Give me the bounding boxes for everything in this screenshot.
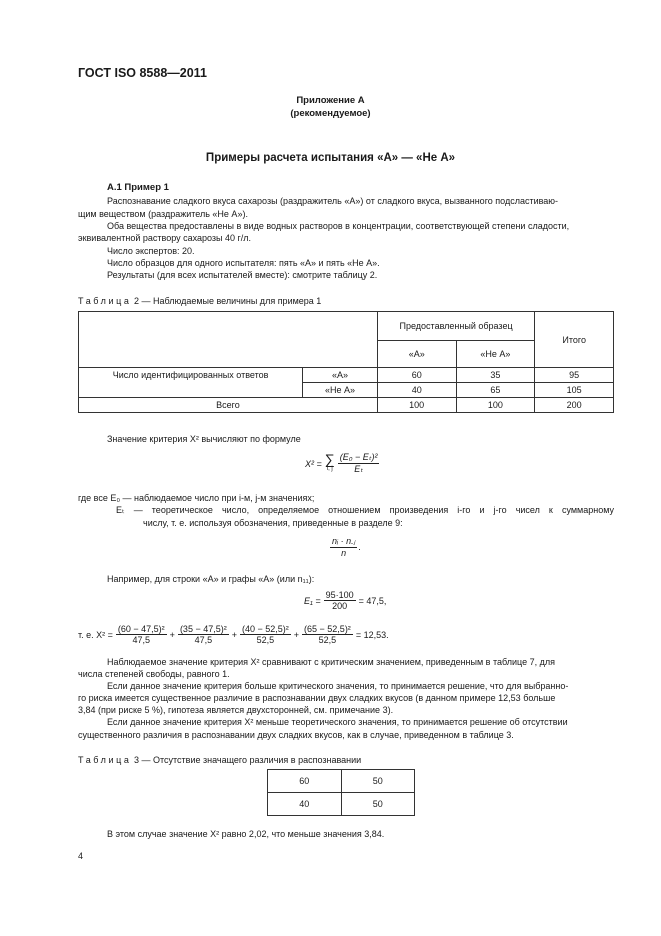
table-cell: 60	[377, 368, 456, 383]
table-cell: 50	[341, 770, 415, 793]
intro-line: Число экспертов: 20.	[107, 246, 195, 256]
table2-caption: Таблица 2 — Наблюдаемые величины для примера 1	[78, 296, 322, 306]
table-cell: «А»	[303, 368, 378, 383]
expected-value-formula: E₁ = $\frac{95\cdot 100}{200}$ = 47,5,	[304, 590, 387, 611]
intro-line: эквивалентной раствору сахарозы 40 г/л.	[78, 233, 252, 243]
table-row	[268, 793, 415, 816]
table-3	[267, 769, 415, 816]
appendix-subtitle: (рекомендуемое)	[290, 108, 371, 119]
table-header-cell: «Не А»	[456, 341, 535, 368]
section-heading: А.1 Пример 1	[107, 182, 169, 193]
table-cell: 105	[535, 383, 614, 398]
chi-square-formula: X² = ∑ i, j $\frac{\text{(E₀ − Eₜ)²}}{\text{Eₜ}}$	[305, 450, 378, 474]
table-2	[78, 311, 614, 413]
table-row	[79, 398, 614, 413]
intro-line: Число образцов для одного испытателя: пять «А» и пять «Не А».	[107, 258, 380, 268]
example-intro: Например, для строки «А» и графы «А» (или n₁₁):	[107, 574, 315, 584]
conclusion-line: Если данное значение критерия больше критического значения, то принимается решение, что для выбранно-	[107, 681, 569, 691]
table-cell: Всего	[79, 398, 378, 413]
conclusion-line: существенного различия в распознавании двух сладких вкусов, как в случае, приведенном в таблице 3.	[78, 730, 514, 740]
conclusion-line: числа степеней свободы, равного 1.	[78, 669, 230, 679]
conclusion-line: Если данное значение критерия X² меньше теоретического значения, то принимается решение об отсутствии	[107, 717, 568, 727]
table-header-cell: Предоставленный образец	[377, 312, 534, 341]
final-statement: В этом случае значение X² равно 2,02, что меньше значения 3,84.	[107, 829, 385, 839]
where-line: числу, т. е. используя обозначения, приведенные в разделе 9:	[143, 518, 403, 528]
table-header-cell: «А»	[377, 341, 456, 368]
table-cell: «Не А»	[303, 383, 378, 398]
where-line: где все E₀ — наблюдаемое число при i-м, j-м значениях;	[78, 493, 315, 503]
conclusion-line: Наблюдаемое значение критерия X² сравнивают с критическим значением, приведенным в таблице 7, для	[107, 657, 555, 667]
ratio-formula: $\frac{\text{nᵢ · n.ⱼ}}{n}$ .	[332, 536, 361, 558]
table-cell: 35	[456, 368, 535, 383]
intro-line: Результаты (для всех испытателей вместе): смотрите таблицу 2.	[107, 270, 378, 280]
appendix-title: Приложение А	[296, 95, 365, 106]
document-header: ГОСТ ISO 8588—2011	[78, 66, 207, 80]
formula-intro: Значение критерия X² вычисляют по формуле	[107, 434, 301, 444]
page-number: 4	[78, 851, 84, 861]
conclusion-line: 3,84 (при риске 5 %), гипотеза является двухсторонней, см. примечание 3).	[78, 705, 394, 715]
table-header-cell: Итого	[535, 312, 614, 368]
table-cell: 40	[377, 383, 456, 398]
table-cell: 40	[268, 793, 342, 816]
chi-square-calculation: т. е. X² = $\frac{\text{(60 − 47,5)²}}{47,5}$ + $\frac{\text{(35 − 47,5)²}}{47,5}$ + $\frac{\text{(40 − 52,5)²}}{52,5}$ + $\frac{\text{(65 − 52,5)²}}{52,5}$ = 12,53.	[78, 624, 389, 645]
conclusion-line: го риска имеется существенное различие в распознавании двух сладких вкусов (в данном примере 12,53 больше	[78, 693, 556, 703]
table-cell: 60	[268, 770, 342, 793]
table-cell: 100	[456, 398, 535, 413]
table-empty-cell	[79, 312, 378, 368]
table-cell: 65	[456, 383, 535, 398]
intro-line: щим веществом (раздражитель «Не А»).	[78, 209, 248, 219]
table-cell: 50	[341, 793, 415, 816]
intro-line: Оба вещества предоставлены в виде водных растворов в концентрации, соответствующей степени сладости,	[107, 221, 570, 231]
intro-line: Распознавание сладкого вкуса сахарозы (раздражитель «А») от сладкого вкуса, вызванного подсластиваю-	[107, 196, 559, 206]
table-row	[268, 770, 415, 793]
where-line: Eₜ — теоретическое число, определяемое отношением произведения i-го и j-го чисел к суммарному	[116, 505, 614, 515]
table-row	[79, 368, 614, 383]
table-cell: 200	[535, 398, 614, 413]
table-cell: 95	[535, 368, 614, 383]
main-title: Примеры расчета испытания «А» — «Не А»	[205, 152, 456, 164]
table-cell: Число идентифицированных ответов	[79, 368, 303, 398]
table-cell: 100	[377, 398, 456, 413]
table3-caption: Таблица 3 — Отсутствие значащего различия в распознавании	[78, 755, 362, 765]
